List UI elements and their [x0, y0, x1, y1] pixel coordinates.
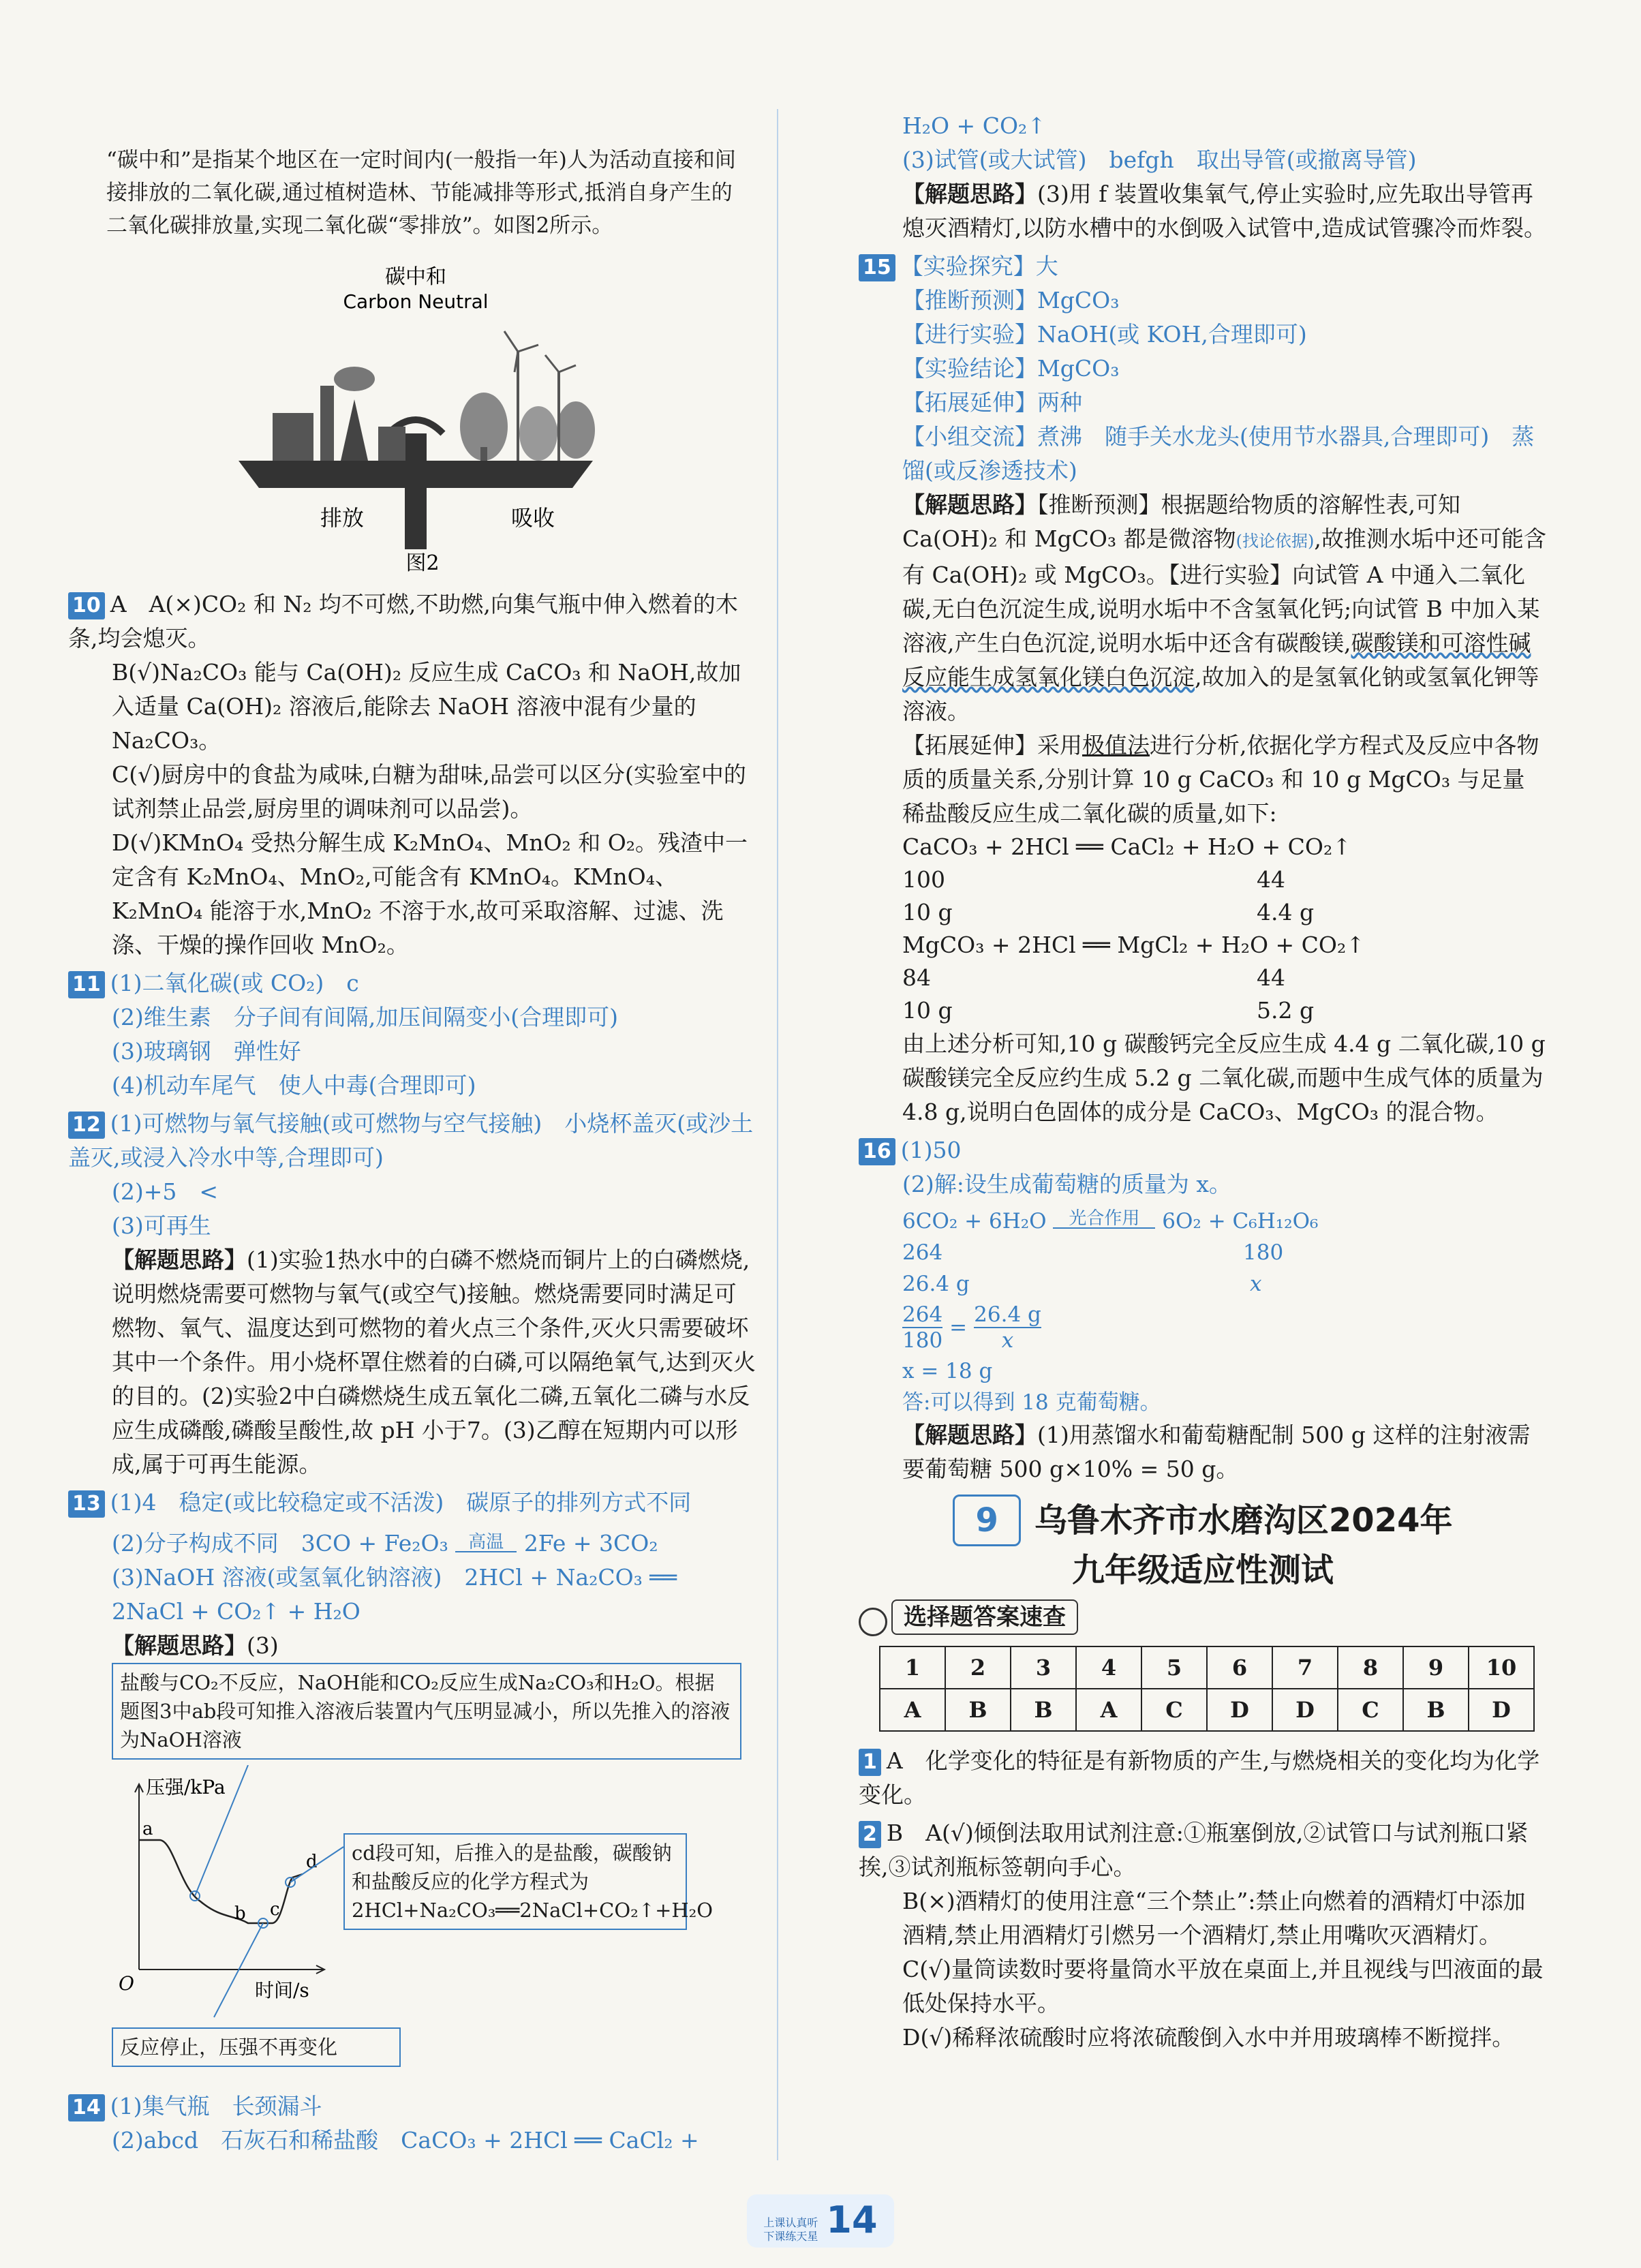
question-number: 13: [68, 1490, 105, 1518]
point-a: a: [142, 1819, 153, 1839]
q16-line: (1)50: [900, 1137, 962, 1163]
answer: 答:可以得到 18 克葡萄糖。: [902, 1390, 1161, 1415]
q15-line: 【推断预测】MgCO₃: [902, 287, 1120, 313]
q16-line: (2)解:设生成葡萄糖的质量为 x。: [902, 1171, 1231, 1197]
e2-option-c: C(√)量筒读数时要将量筒水平放在桌面上,并且视线与凹液面的最低处保持水平。: [902, 1955, 1544, 2017]
q14-line: H₂O + CO₂↑: [902, 112, 1046, 139]
equation-value: 10 g: [902, 899, 953, 925]
answer-table-number-cell: 9: [1403, 1646, 1469, 1689]
answer-table-number-cell: 1: [880, 1646, 945, 1689]
page-number-box: [747, 2194, 893, 2248]
q13-line: 2NaCl + CO₂↑ + H₂O: [112, 1598, 361, 1625]
equation-value: 44: [1257, 964, 1285, 991]
figure-caption: 图2: [405, 551, 440, 575]
q15-calculation: [859, 831, 1547, 1027]
solution-tip-label: 【解题思路】: [902, 181, 1037, 207]
q15-conclusion: 由上述分析可知,10 g 碳酸钙完全反应生成 4.4 g 二氧化碳,10 g 碳酸镁完全反应约生成 5.2 g 二氧化碳,而题中生成气体的质量为 4.8 g,说明白色固体的成分是 CaCO₃、MgCO₃ 的混合物。: [902, 1030, 1546, 1125]
answer-table-number-cell: 5: [1141, 1646, 1207, 1689]
q13-line: (1)4 稳定(或比较稳定或不活泼) 碳原子的排列方式不同: [110, 1489, 692, 1516]
explanation-box-1: 盐酸与CO₂不反应，NaOH能和CO₂反应生成Na₂CO₃和H₂O。根据题图3中ab段可知推入溶液后装置内气压明显减小，所以先推入的溶液为NaOH溶液: [112, 1663, 741, 1760]
slogan-line: 上课认真听: [763, 2216, 818, 2229]
explanation-box-2-text: cd段可知，后推入的是盐酸，碳酸钠和盐酸反应的化学方程式为: [352, 1841, 672, 1893]
exam-question-2: [859, 1816, 1547, 2055]
answer-table-answer-cell: B: [945, 1689, 1011, 1731]
figure-title-cn: 碳中和: [385, 265, 446, 289]
answer-table-answer-cell: D: [1207, 1689, 1272, 1731]
slogan-line: 下课练天星: [763, 2229, 818, 2243]
explanation-box-2-equation: 2HCl+Na₂CO₃══2NaCl+CO₂↑+H₂O: [352, 1899, 714, 1922]
equals-sign: =: [949, 1315, 968, 1340]
question-number: 11: [68, 971, 105, 998]
q13-line: 2Fe + 3CO₂: [523, 1530, 658, 1557]
quick-answer-header: [859, 1599, 1547, 1636]
proportion: [902, 1302, 1547, 1353]
equation-value: 180: [1243, 1240, 1284, 1265]
e2-option-a: B A(√)倾倒法取用试剂注意:①瓶塞倒放,②试管口与试剂瓶口紧挨,③试剂瓶标签朝向手心。: [859, 1819, 1529, 1880]
q14-solution: (3)用 f 装置收集氧气,停止实验时,应先取出导管再熄灭酒精灯,以防水槽中的水倒吸入试管中,造成试管骤冷而炸裂。: [902, 181, 1546, 241]
equation-value: x: [1250, 1272, 1262, 1296]
oil-derrick-icon: [341, 399, 368, 461]
q11-line: (3)玻璃钢 弹性好: [112, 1038, 301, 1064]
q12-line: (1)可燃物与氧气接触(或可燃物与空气接触) 小烧杯盖灭(或沙土盖灭,或浸入冷水中等,合理即可): [68, 1110, 754, 1171]
q15-line: 【实验探究】大: [900, 253, 1058, 279]
pressure-time-figure: [112, 1663, 746, 2085]
q13-tip-suffix: (3): [247, 1632, 279, 1659]
balance-scale-illustration: [68, 263, 736, 583]
solution-tip-label: 【解题思路】: [902, 1422, 1037, 1448]
answer-table-answer-cell: C: [1338, 1689, 1403, 1731]
answer-table-answer-cell: B: [1403, 1689, 1469, 1731]
answer-table-number-cell: 2: [945, 1646, 1011, 1689]
answer-table-number-cell: 3: [1011, 1646, 1076, 1689]
exam-heading: [859, 1495, 1547, 1594]
fraction-numerator: 26.4 g: [974, 1302, 1041, 1327]
q15-highlight: 极值法: [1082, 732, 1150, 758]
fraction-denominator: 180: [902, 1328, 943, 1353]
question-12: [68, 1107, 756, 1482]
q15-solution: 【拓展延伸】采用: [902, 732, 1082, 758]
scale-pillar: [405, 433, 427, 549]
q15-highlight: 碳酸镁和可溶性碱反应能生成氢氧化镁白色沉淀: [902, 630, 1531, 690]
right-column: [859, 109, 1547, 2055]
quick-answer-label: 选择题答案速查: [891, 1599, 1078, 1635]
point-d: d: [306, 1852, 318, 1872]
equation-value: 10 g: [902, 997, 953, 1024]
q15-solution: 进行分析,依据化学方程式及反应中各物质的质量关系,分别计算 10 g CaCO₃ 和 10 g MgCO₃ 与足量稀盐酸反应生成二氧化碳的质量,如下:: [902, 732, 1539, 827]
q12-line: (3)可再生: [112, 1212, 211, 1239]
answer-table-answer-cell: C: [1141, 1689, 1207, 1731]
q12-solution: (1)实验1热水中的白磷不燃烧而铜片上的白磷燃烧,说明燃烧需要可燃物与氧气(或空气)接触。燃烧需要同时满足可燃物、氧气、温度达到可燃物的着火点三个条件,灭火只需要破坏其中一个条件。用小烧杯罩住燃着的白磷,可以隔绝氧气,达到灭火的目的。(2)实验2中白磷燃烧生成五氧化二磷,五氧化二磷与水反应生成磷酸,磷酸呈酸性,故 pH 小于7。(3)乙醇在短期内可以形成,属于可再生能源。: [112, 1246, 756, 1477]
q14-line: (3)试管(或大试管) befgh 取出导管(或撤离导管): [902, 147, 1417, 173]
answer-table-answer-cell: D: [1272, 1689, 1338, 1731]
question-number: 1: [859, 1749, 881, 1776]
origin-label: O: [119, 1972, 134, 1995]
question-15: [859, 249, 1547, 1129]
q11-line: (1)二氧化碳(或 CO₂) c: [110, 970, 359, 996]
equation-value: 5.2 g: [1257, 997, 1315, 1024]
label-absorption: 吸收: [511, 505, 555, 531]
answer-table-number-cell: 4: [1076, 1646, 1141, 1689]
result: x = 18 g: [902, 1359, 993, 1383]
equation-value: 26.4 g: [902, 1272, 970, 1296]
q15-solution: 【推断预测】根据题给物质的溶解性表,可知 Ca(OH)₂ 和 MgCO₃ 都是微溶物: [902, 491, 1460, 552]
q15-margin-note: (找论依据): [1236, 532, 1315, 551]
y-axis-label: 压强/kPa: [146, 1776, 226, 1798]
point-b: b: [234, 1903, 246, 1924]
exam-number-badge: 9: [953, 1495, 1020, 1546]
exam-title-line1: 乌鲁木齐市水磨沟区2024年: [1034, 1501, 1453, 1539]
q15-line: 【进行实验】NaOH(或 KOH,合理即可): [902, 321, 1307, 348]
q13-line: (2)分子构成不同 3CO + Fe₂O₃: [112, 1530, 448, 1557]
question-10: [68, 587, 756, 962]
page-footer: [0, 2194, 1641, 2248]
e2-option-d: D(√)稀释浓硫酸时应将浓硫酸倒入水中并用玻璃棒不断搅拌。: [902, 2023, 1515, 2051]
question-number: 12: [68, 1112, 105, 1139]
quick-check-icon: [859, 1608, 887, 1636]
q14-line: (2)abcd 石灰石和稀盐酸 CaCO₃ + 2HCl ══ CaCl₂ +: [112, 2127, 699, 2154]
factory-icon: [273, 413, 313, 461]
question-16: [859, 1133, 1547, 1486]
equation: MgCO₃ + 2HCl ══ MgCl₂ + H₂O + CO₂↑: [902, 932, 1365, 958]
equation-value: 84: [902, 964, 931, 991]
fraction-numerator: 264: [902, 1302, 943, 1327]
q10-option-c: C(√)厨房中的食盐为咸味,白糖为甜味,品尝可以区分(实验室中的试剂禁止品尝,厨房里的调味剂可以品尝)。: [112, 761, 746, 822]
question-number: 16: [859, 1138, 895, 1165]
q14-line: (1)集气瓶 长颈漏斗: [110, 2093, 322, 2119]
answer-table-numbers: [880, 1646, 1534, 1689]
e2-option-b: B(×)酒精灯的使用注意“三个禁止”:禁止向燃着的酒精灯中添加酒精,禁止用酒精灯引燃另一个酒精灯,禁止用嘴吹灭酒精灯。: [902, 1887, 1526, 1948]
equation-value: 4.4 g: [1257, 899, 1315, 925]
q12-line: (2)+5 <: [112, 1178, 219, 1205]
question-14: [68, 2089, 756, 2158]
exam-title-line2: 九年级适应性测试: [1071, 1551, 1334, 1589]
carbon-neutral-figure: [68, 263, 736, 583]
label-emission: 排放: [320, 505, 365, 531]
answer-table-answer-cell: B: [1011, 1689, 1076, 1731]
answer-table-number-cell: 7: [1272, 1646, 1338, 1689]
answer-table-answer-cell: A: [880, 1689, 945, 1731]
q10-option-d: D(√)KMnO₄ 受热分解生成 K₂MnO₄、MnO₂ 和 O₂。残渣中一定含有 K₂MnO₄、MnO₂,可能含有 KMnO₄。KMnO₄、K₂MnO₄ 能溶于水,MnO₂ 不溶于水,故可采取溶解、过滤、洗涤、干燥的操作回收 MnO₂。: [112, 829, 748, 958]
q15-line: 【小组交流】煮沸 随手关水龙头(使用节水器具,合理即可) 蒸馏(或反渗透技术): [902, 423, 1535, 484]
solution-tip-label: 【解题思路】: [112, 1246, 247, 1273]
answer-table-number-cell: 6: [1207, 1646, 1272, 1689]
column-divider: [777, 109, 778, 2160]
q15-line: 【实验结论】MgCO₃: [902, 355, 1120, 382]
figure-title-en: Carbon Neutral: [343, 290, 489, 313]
equation-value: 44: [1257, 866, 1285, 893]
answer-table-answer-cell: D: [1469, 1689, 1534, 1731]
q11-line: (2)维生素 分子间有间隔,加压间隔变小(合理即可): [112, 1004, 618, 1030]
explanation-box-2: [343, 1833, 714, 1930]
exam-question-1: [859, 1744, 1547, 1812]
fraction-denominator: x: [1001, 1328, 1014, 1353]
q11-line: (4)机动车尾气 使人中毒(合理即可): [112, 1072, 476, 1099]
footer-slogan: [763, 2216, 818, 2243]
point-c: c: [270, 1899, 280, 1920]
explanation-box-3: 反应停止，压强不再变化: [112, 2027, 401, 2067]
solution-tip-label: 【解题思路】: [902, 491, 1037, 518]
answer-table-number-cell: 10: [1469, 1646, 1534, 1689]
e1-text: A 化学变化的特征是有新物质的产生,与燃烧相关的变化均为化学变化。: [859, 1747, 1540, 1808]
question-number: 2: [859, 1821, 881, 1848]
page-number: 14: [826, 2198, 878, 2241]
equation-left: 6CO₂ + 6H₂O: [902, 1209, 1047, 1233]
reaction-condition: 高温: [468, 1532, 504, 1552]
question-number: 14: [68, 2094, 105, 2121]
q10-option-a: A A(×)CO₂ 和 N₂ 均不可燃,不助燃,向集气瓶中伸入燃着的木条,均会熄灭。: [68, 591, 738, 652]
q15-solution: ,故加入的是氢氧化钠或氢氧化钾等溶液。: [902, 664, 1539, 724]
q15-line: 【拓展延伸】两种: [902, 389, 1082, 416]
question-11: [68, 966, 756, 1103]
answer-table-number-cell: 8: [1338, 1646, 1403, 1689]
answer-table: [879, 1646, 1535, 1732]
q16-calculation: [859, 1206, 1547, 1418]
q16-solution: (1)用蒸馏水和葡萄糖配制 500 g 这样的注射液需要葡萄糖 500 g×10% = 50 g。: [902, 1422, 1531, 1482]
q15-solution: ,故推测水垢中还可能含有 Ca(OH)₂ 或 MgCO₃。【进行实验】向试管 A 中通入二氧化碳,无白色沉淀生成,说明水垢中不含氢氧化钙;向试管 B 中加入某溶液,产生白色沉淀,说明水垢中还含有碳酸镁,: [902, 525, 1546, 656]
equation-right: 6O₂ + C₆H₁₂O₆: [1162, 1209, 1319, 1233]
answer-table-answer-cell: A: [1076, 1689, 1141, 1731]
x-axis-label: 时间/s: [255, 1979, 309, 2002]
equation: CaCO₃ + 2HCl ══ CaCl₂ + H₂O + CO₂↑: [902, 833, 1351, 860]
q10-option-b: B(√)Na₂CO₃ 能与 Ca(OH)₂ 反应生成 CaCO₃ 和 NaOH,故加入适量 Ca(OH)₂ 溶液后,能除去 NaOH 溶液中混有少量的 Na₂CO₃。: [112, 659, 741, 754]
solution-tip-label: 【解题思路】: [112, 1632, 247, 1659]
reaction-condition: 光合作用: [1069, 1208, 1140, 1229]
carbon-neutral-intro: “碳中和”是指某个地区在一定时间内(一般指一年)人为活动直接和间接排放的二氧化碳,通过植树造林、节能减排等形式,抵消自身产生的二氧化碳排放量,实现二氧化碳“零排放”。如图2所示。: [106, 148, 736, 238]
equation-value: 100: [902, 866, 945, 893]
question-number: 10: [68, 592, 105, 619]
answer-table-answers: [880, 1689, 1534, 1731]
q13-line: (3)NaOH 溶液(或氢氧化钠溶液) 2HCl + Na₂CO₃ ══: [112, 1564, 677, 1591]
left-column: [68, 123, 756, 2158]
equation-value: 264: [902, 1240, 943, 1265]
question-13: [68, 1486, 756, 2085]
question-number: 15: [859, 254, 895, 281]
